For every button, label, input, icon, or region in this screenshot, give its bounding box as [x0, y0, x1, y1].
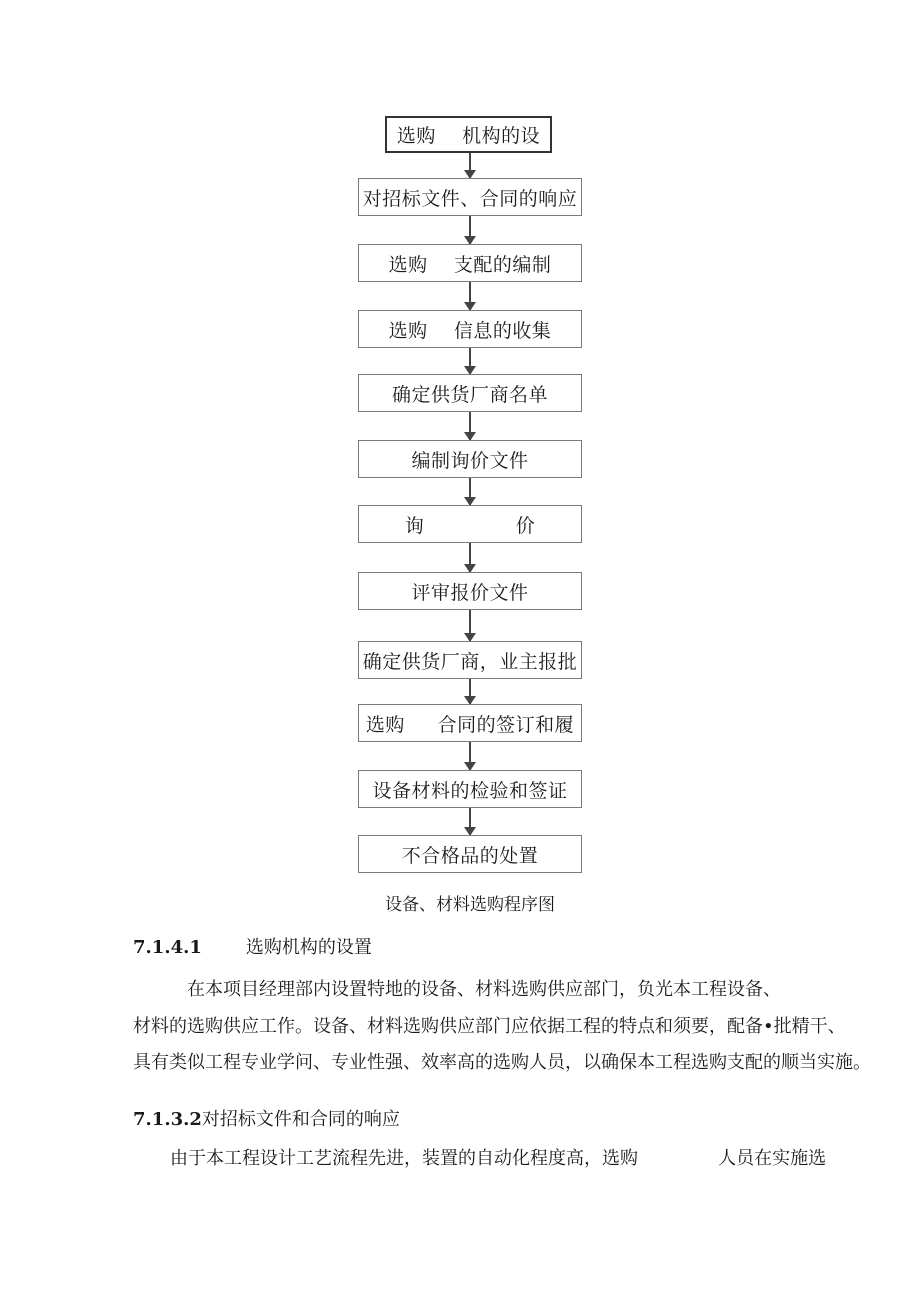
flow-arrow-1 [469, 153, 471, 178]
flow-step-5: 确定供货厂商名单 [358, 374, 582, 412]
figure-caption: 设备、材料选购程序图 [385, 895, 555, 915]
flow-arrow-2 [469, 216, 471, 244]
flow-arrow-8 [469, 610, 471, 641]
flow-arrow-9 [469, 679, 471, 704]
flow-step-6: 编制询价文件 [358, 440, 582, 478]
flow-step-10: 选购 合同的签订和履 [358, 704, 582, 742]
section1-title: 选购机构的设置 [245, 937, 372, 958]
flow-step-8: 评审报价文件 [358, 572, 582, 610]
section1-line-3: 具有类似工程专业学问、专业性强、效率高的选购人员，以确保本工程选购支配的顺当实施。 [133, 1052, 871, 1073]
flow-arrow-5 [469, 412, 471, 440]
section1-heading [133, 933, 372, 959]
flow-arrow-3 [469, 282, 471, 310]
flow-step-4: 选购 信息的收集 [358, 310, 582, 348]
flow-step-12: 不合格品的处置 [358, 835, 582, 873]
section2-line-1: 由于本工程设计工艺流程先进，装置的自动化程度高，选购 人员在实施选 [170, 1148, 827, 1169]
flow-step-2: 对招标文件、合同的响应 [358, 178, 582, 216]
flow-step-7: 询 价 [358, 505, 582, 543]
flow-step-11: 设备材料的检验和签证 [358, 770, 582, 808]
flow-arrow-4 [469, 348, 471, 374]
flow-arrow-11 [469, 808, 471, 835]
section2-heading [133, 1105, 400, 1131]
flow-step-9: 确定供货厂商，业主报批 [358, 641, 582, 679]
section1-line-2: 材料的选购供应工作。设备、材料选购供应部门应依据工程的特点和须要，配备•批精干、 [133, 1016, 846, 1037]
section1-number: 7.1.4.1 [133, 937, 202, 958]
section1-line-1: 在本项目经理部内设置特地的设备、材料选购供应部门，负光本工程设备、 [187, 979, 781, 1000]
flow-step-1: 选购 机构的设 [385, 116, 552, 153]
flow-arrow-10 [469, 742, 471, 770]
section2-number: 7.1.3.2 [133, 1109, 202, 1130]
flow-step-3: 选购 支配的编制 [358, 244, 582, 282]
flow-arrow-6 [469, 478, 471, 505]
flow-arrow-7 [469, 543, 471, 572]
section2-title: 对招标文件和合同的响应 [201, 1109, 400, 1130]
